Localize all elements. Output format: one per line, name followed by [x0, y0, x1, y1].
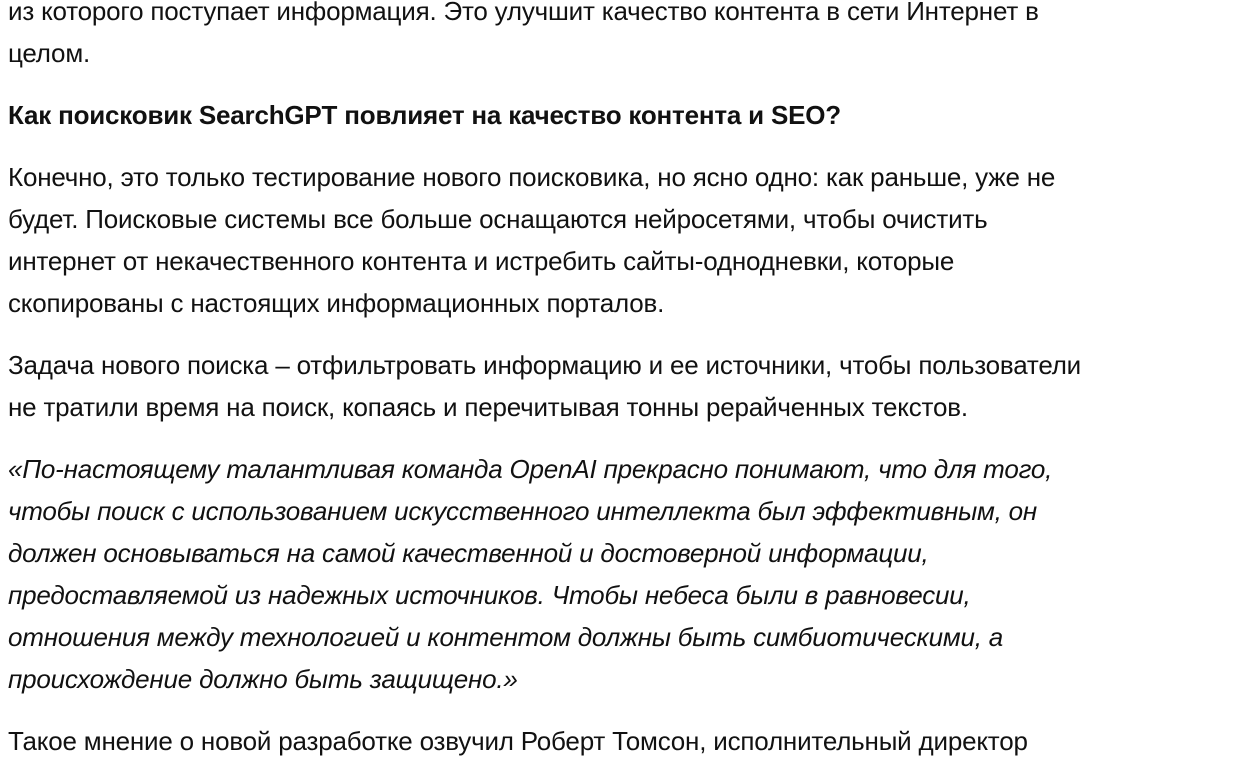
text-line: не тратили время на поиск, копаясь и перечитывая тонны рерайченных текстов.	[8, 392, 968, 422]
text-line: Задача нового поиска – отфильтровать информацию и ее источники, чтобы пользователи	[8, 350, 1082, 380]
text-line: Такое мнение о новой разработке озвучил Роберт Томсон, исполнительный директор	[8, 726, 1028, 756]
text-line: скопированы с настоящих информационных порталов.	[8, 288, 665, 318]
quote-line: происхождение должно быть защищено.»	[8, 664, 518, 694]
quote-paragraph	[8, 448, 1236, 700]
paragraph-task	[8, 344, 1236, 428]
quote-line: отношения между технологией и контентом должны быть симбиотическими, а	[8, 622, 1004, 652]
text-line: будет. Поисковые системы все больше оснащаются нейросетями, чтобы очистить	[8, 204, 988, 234]
quote-line: чтобы поиск с использованием искусственного интеллекта был эффективным, он	[8, 496, 1038, 526]
paragraph-testing	[8, 156, 1236, 324]
quote-line: должен основываться на самой качественной и достоверной информации,	[8, 538, 929, 568]
text-line: Конечно, это только тестирование нового поисковика, но ясно одно: как раньше, уже не	[8, 162, 1056, 192]
paragraph-intro-tail	[8, 0, 1236, 74]
text-line: интернет от некачественного контента и истребить сайты-однодневки, которые	[8, 246, 955, 276]
text-line: из которого поступает информация. Это улучшит качество контента в сети Интернет в	[8, 0, 1039, 26]
section-heading	[8, 94, 1236, 136]
quote-line: предоставляемой из надежных источников. Чтобы небеса были в равновесии,	[8, 580, 971, 610]
quote-line: «По-настоящему талантливая команда OpenAI прекрасно понимают, что для того,	[8, 454, 1053, 484]
paragraph-attribution	[8, 720, 1236, 762]
document-body	[8, 0, 1236, 782]
text-line: целом.	[8, 38, 91, 68]
heading-text: Как поисковик SearchGPT повлияет на качество контента и SEO?	[8, 100, 841, 130]
